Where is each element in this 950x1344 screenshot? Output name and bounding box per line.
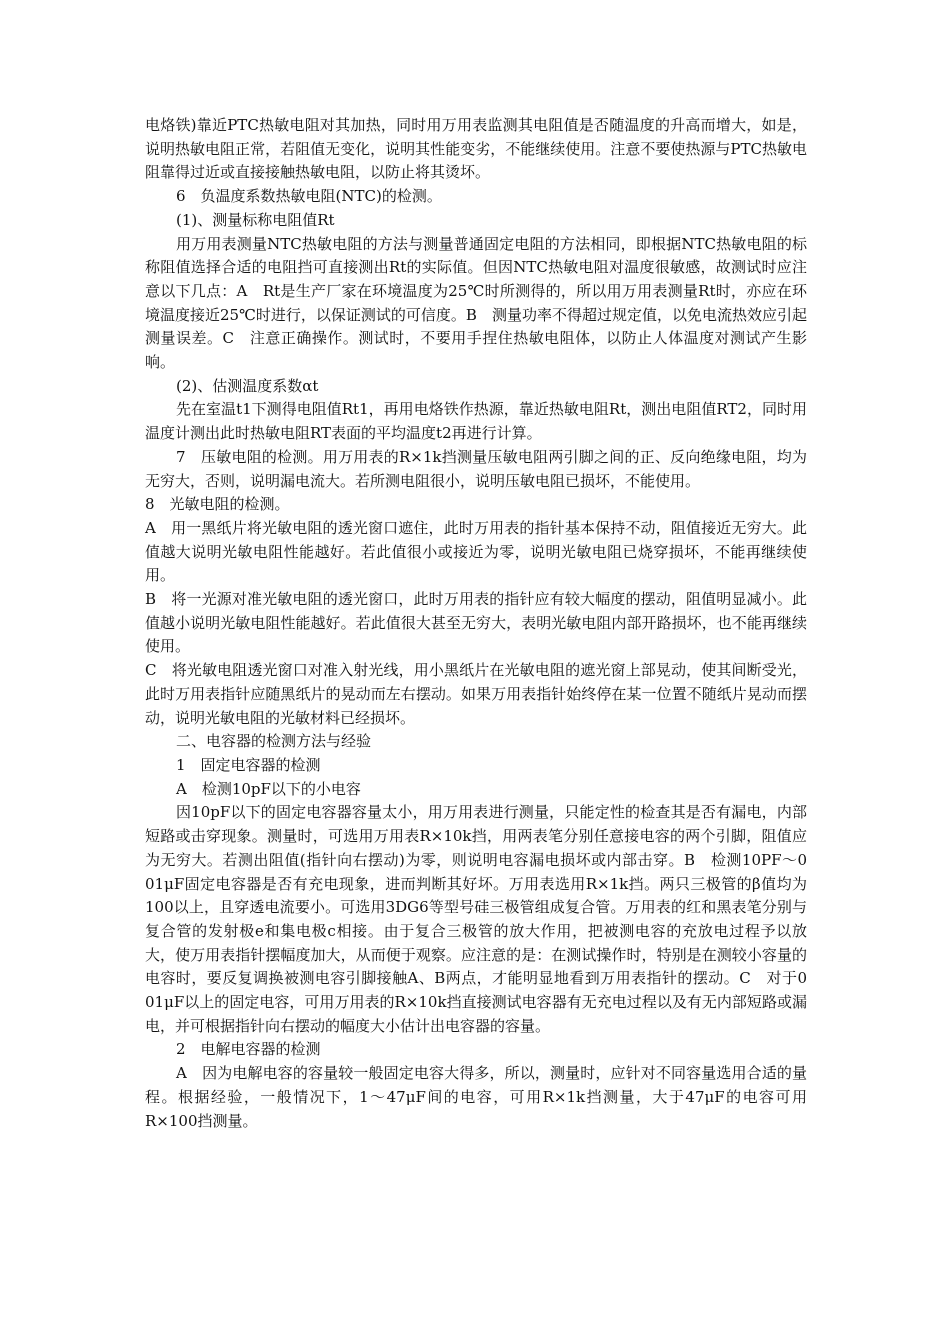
document-body <box>145 114 823 1133</box>
paragraph: C 将光敏电阻透光窗口对准入射光线，用小黑纸片在光敏电阻的遮光窗上部晃动，使其间断受光，此时万用表指针应随黑纸片的晃动而左右摆动。如果万用表指针始终停在某一位置不随纸片晃动而摆动，说明光敏电阻的光敏材料已经损坏。 <box>145 661 807 727</box>
paragraph: A 用一黑纸片将光敏电阻的透光窗口遮住，此时万用表的指针基本保持不动，阻值接近无穷大。此值越大说明光敏电阻性能越好。若此值很小或接近为零，说明光敏电阻已烧穿损坏，不能再继续使用。 <box>145 518 807 585</box>
paragraph: 因10pF以下的固定电容器容量太小，用万用表进行测量，只能定性的检查其是否有漏电，内部短路或击穿现象。测量时，可选用万用表R×10k挡，用两表笔分别任意接电容的两个引脚，阻值应为无穷大。若测出阻值(指针向右摆动)为零，则说明电容漏电损坏或内部击穿。B 检测10PF～0 01μF固定电容器是否有充电现象，进而判断其好坏。万用表选用R×1k挡。两只三极管的β值均为100以上，且穿透电流要小。可选用3DG6等型号硅三极管组成复合管。万用表的红和黑表笔分别与复合管的发射极e和集电极c相接。由于复合三极管的放大作用，把被测电容的充放电过程予以放大，使万用表指针摆幅度加大，从而便于观察。应注意的是：在测试操作时，特别是在测较小容量的电容时，要反复调换被测电容引脚接触A、B两点，才能明显地看到万用表指针的摆动。C 对于0 01μF以上的固定电容，可用万用表的R×10k挡直接测试电容器有无充电过程以及有无内部短路或漏电，并可根据指针向右摆动的幅度大小估计出电容器的容量。 <box>145 803 823 1035</box>
paragraph: 6 负温度系数热敏电阻(NTC)的检测。 <box>176 187 442 206</box>
paragraph: 电烙铁)靠近PTC热敏电阻对其加热，同时用万用表监测其电阻值是否随温度的升高而增大，如是，说明热敏电阻正常，若阻值无变化，说明其性能变劣，不能继续使用。注意不要使热源与PTC热敏电阻靠得过近或直接接触热敏电阻，以防止将其烫坏。 <box>145 116 807 182</box>
paragraph: 用万用表测量NTC热敏电阻的方法与测量普通固定电阻的方法相同，即根据NTC热敏电阻的标称阻值选择合适的电阻挡可直接测出Rt的实际值。但因NTC热敏电阻对温度很敏感，故测试时应注意以下几点：A Rt是生产厂家在环境温度为25℃时所测得的，所以用万用表测量Rt时，亦应在环境温度接近25℃时进行，以保证测试的可信度。B 测量功率不得超过规定值，以免电流热效应引起测量误差。C 注意正确操作。测试时，不要用手捏住热敏电阻体，以防止人体温度对测试产生影响。 <box>145 234 807 372</box>
paragraph: B 将一光源对准光敏电阻的透光窗口，此时万用表的指针应有较大幅度的摆动，阻值明显减小。此值越小说明光敏电阻性能越好。若此值很大甚至无穷大，表明光敏电阻内部开路损坏，也不能再继续使用。 <box>145 590 807 656</box>
paragraph: A 因为电解电容的容量较一般固定电容大得多，所以，测量时，应针对不同容量选用合适的量程。根据经验，一般情况下，1～47μF间的电容，可用R×1k挡测量，大于47μF的电容可用R×100挡测量。 <box>145 1064 807 1130</box>
paragraph: (2)、估测温度系数αt <box>176 376 319 395</box>
paragraph: (1)、测量标称电阻值Rt <box>176 210 335 229</box>
paragraph: 2 电解电容器的检测 <box>176 1040 321 1059</box>
paragraph: 先在室温t1下测得电阻值Rt1，再用电烙铁作热源，靠近热敏电阻Rt，测出电阻值RT2，同时用温度计测出此时热敏电阻RT表面的平均温度t2再进行计算。 <box>145 400 807 443</box>
paragraph: 二、电容器的检测方法与经验 <box>176 732 372 751</box>
paragraph: 8 光敏电阻的检测。 <box>145 495 290 514</box>
paragraph: 1 固定电容器的检测 <box>176 755 321 774</box>
paragraph: A 检测10pF以下的小电容 <box>176 779 361 798</box>
paragraph: 7 压敏电阻的检测。用万用表的R×1k挡测量压敏电阻两引脚之间的正、反向绝缘电阻，均为无穷大，否则，说明漏电流大。若所测电阻很小，说明压敏电阻已损坏，不能使用。 <box>145 447 807 490</box>
